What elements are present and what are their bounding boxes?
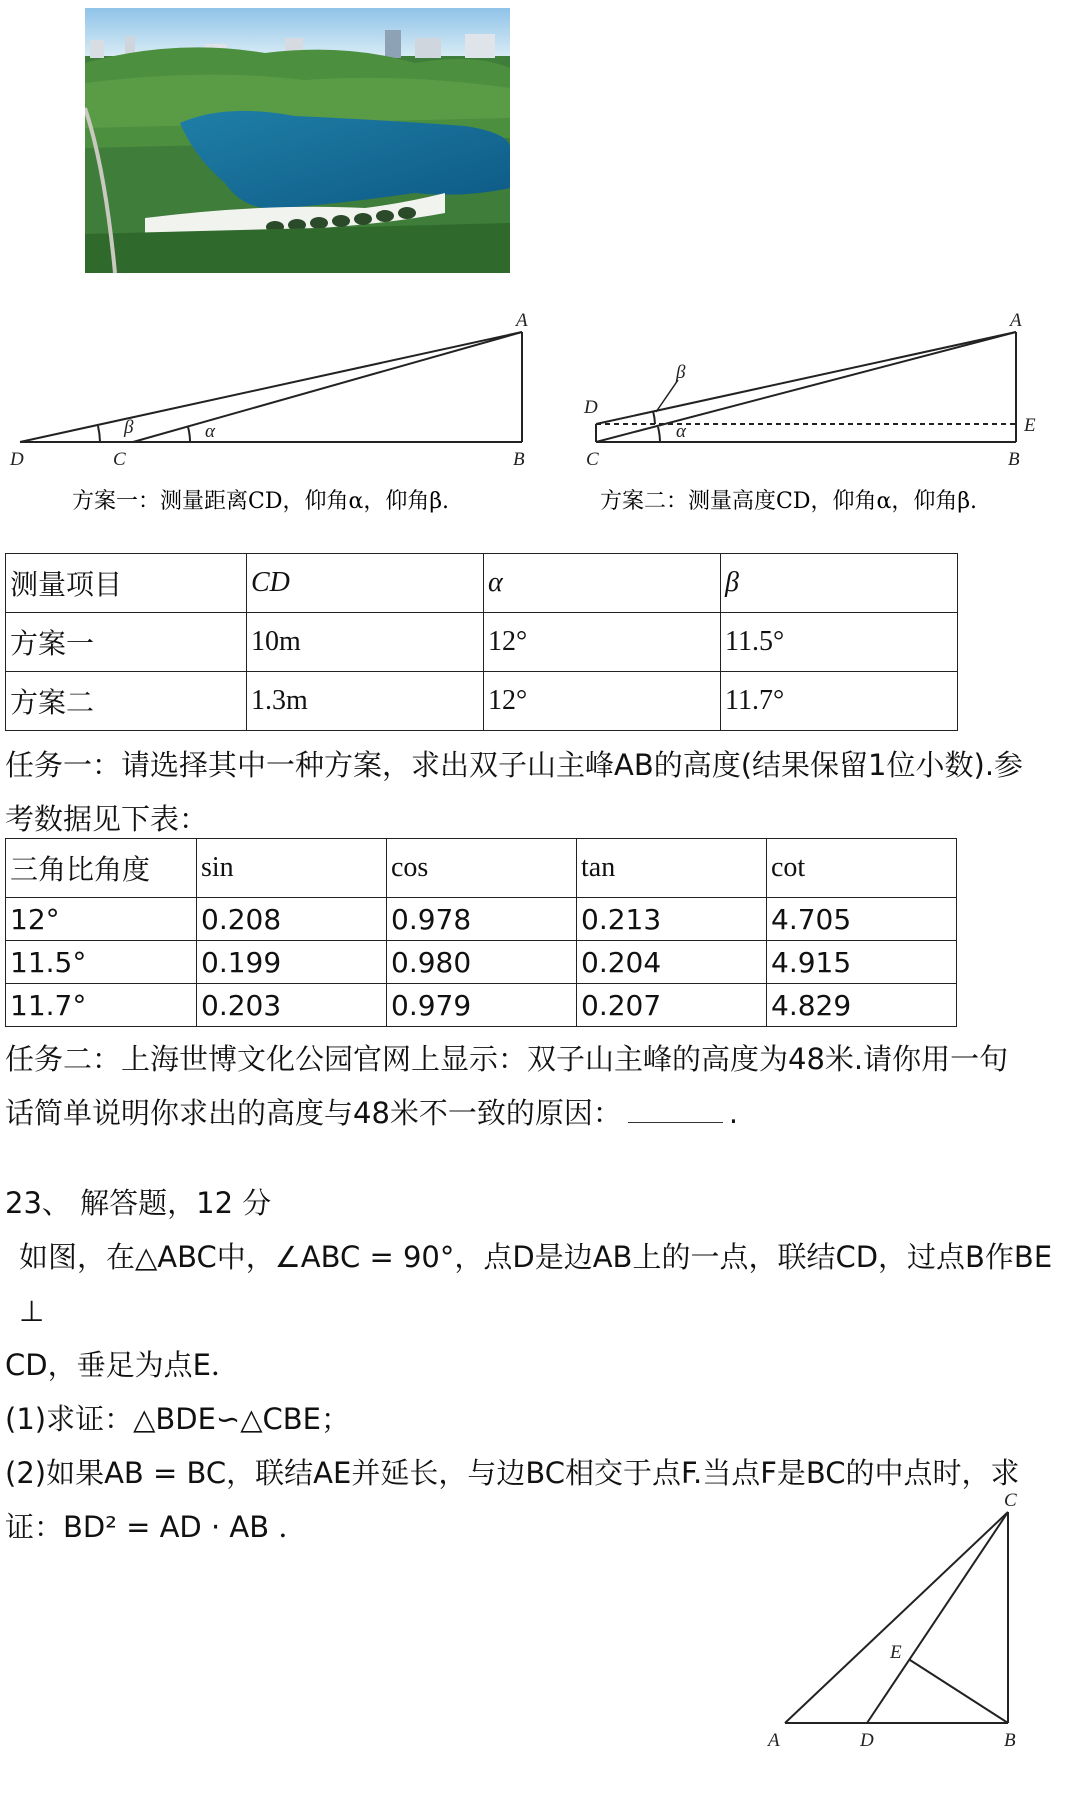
table-cell: 方案一: [6, 613, 247, 672]
table-cell: α: [484, 554, 721, 613]
task2-end: .: [728, 1096, 739, 1130]
plan1-label-alpha: α: [205, 421, 215, 442]
table-cell: 12°: [484, 672, 721, 731]
table-cell: cot: [767, 839, 957, 898]
label-b: B: [1004, 1730, 1016, 1751]
table-cell: 11.7°: [721, 672, 958, 731]
question-stem-line1: 如图，在△ABC中，∠ABC = 90°，点D是边AB上的一点，联结CD，过点B作BE ⊥: [19, 1240, 1053, 1328]
table-cell: tan: [577, 839, 767, 898]
table-cell: sin: [197, 839, 387, 898]
table-row: [6, 984, 957, 1027]
table-cell: 0.979: [387, 984, 577, 1027]
table-cell: 12°: [6, 898, 197, 941]
table-row: [6, 613, 958, 672]
table-cell: 4.829: [767, 984, 957, 1027]
label-e: E: [890, 1642, 902, 1663]
task2-line2: 话简单说明你求出的高度与48米不一致的原因：: [5, 1096, 622, 1130]
table-cell: 三角比角度: [6, 839, 197, 898]
label-c: C: [1004, 1490, 1017, 1511]
task1-line2: 考数据见下表：: [5, 802, 209, 836]
plan1-label-b: B: [513, 449, 525, 470]
table-cell: 0.208: [197, 898, 387, 941]
table-row: [6, 898, 957, 941]
plan2-label-e: E: [1024, 415, 1036, 436]
task1-line1: 任务一：请选择其中一种方案，求出双子山主峰AB的高度(结果保留1位小数).参: [5, 748, 1024, 782]
measurement-figures: [0, 300, 1080, 530]
table-cell: 0.203: [197, 984, 387, 1027]
table-cell: 0.199: [197, 941, 387, 984]
question-header: 23、 解答题，12 分: [5, 1186, 272, 1220]
task1-text: [5, 738, 1075, 846]
plan2-label-a: A: [1010, 310, 1022, 331]
table-cell: cos: [387, 839, 577, 898]
plan1-diagram: [20, 332, 522, 442]
task2-line2-wrap: [5, 1086, 1075, 1140]
plan2-diagram: [596, 332, 1016, 442]
table-cell: 测量项目: [6, 554, 247, 613]
plan2-label-b: B: [1008, 449, 1020, 470]
plan1-label-c: C: [113, 449, 126, 470]
task2-text: [5, 1032, 1075, 1140]
question-part2-line2: 证：BD² = AD · AB ．: [5, 1510, 308, 1544]
table-cell: 0.978: [387, 898, 577, 941]
task2-line1: 任务二：上海世博文化公园官网上显示：双子山主峰的高度为48米.请你用一句: [5, 1042, 1009, 1076]
table-cell: 4.705: [767, 898, 957, 941]
table-cell: 0.980: [387, 941, 577, 984]
plan2-caption: 方案二：测量高度CD，仰角α，仰角β.: [600, 489, 978, 514]
label-d: D: [860, 1730, 874, 1751]
plan1-caption: 方案一：测量距离CD，仰角α，仰角β.: [72, 489, 450, 514]
table-header-row: [6, 554, 958, 613]
table-cell: 4.915: [767, 941, 957, 984]
triangle-figure: [760, 1490, 1060, 1760]
plan2-label-beta: β: [676, 362, 686, 383]
plan2-label-d: D: [584, 397, 598, 418]
table-row: [6, 941, 957, 984]
question-stem-line2: CD，垂足为点E．: [5, 1348, 240, 1382]
table-cell: 0.204: [577, 941, 767, 984]
table-cell: 1.3m: [247, 672, 484, 731]
answer-blank: [628, 1098, 723, 1123]
park-photo: [85, 8, 510, 273]
label-a: A: [768, 1730, 780, 1751]
table-cell: 0.213: [577, 898, 767, 941]
table-cell: β: [721, 554, 958, 613]
table-cell: CD: [247, 554, 484, 613]
table-header-row: [6, 839, 957, 898]
table-cell: 11.7°: [6, 984, 197, 1027]
table-row: [6, 672, 958, 731]
plan2-label-alpha: α: [676, 421, 686, 442]
table-cell: 方案二: [6, 672, 247, 731]
plan1-label-beta: β: [124, 417, 134, 438]
plan1-label-d: D: [10, 449, 24, 470]
measurement-table: [5, 553, 958, 731]
table-cell: 12°: [484, 613, 721, 672]
table-cell: 11.5°: [6, 941, 197, 984]
table-cell: 10m: [247, 613, 484, 672]
table-cell: 0.207: [577, 984, 767, 1027]
plan2-label-c: C: [586, 449, 599, 470]
table-cell: 11.5°: [721, 613, 958, 672]
question-part2-line1: (2)如果AB = BC，联结AE并延长，与边BC相交于点F.当点F是BC的中点时，求: [5, 1456, 1020, 1490]
trig-table: [5, 838, 957, 1027]
question-part1: (1)求证：△BDE∽△CBE；: [5, 1402, 350, 1436]
plan1-label-a: A: [516, 310, 528, 331]
